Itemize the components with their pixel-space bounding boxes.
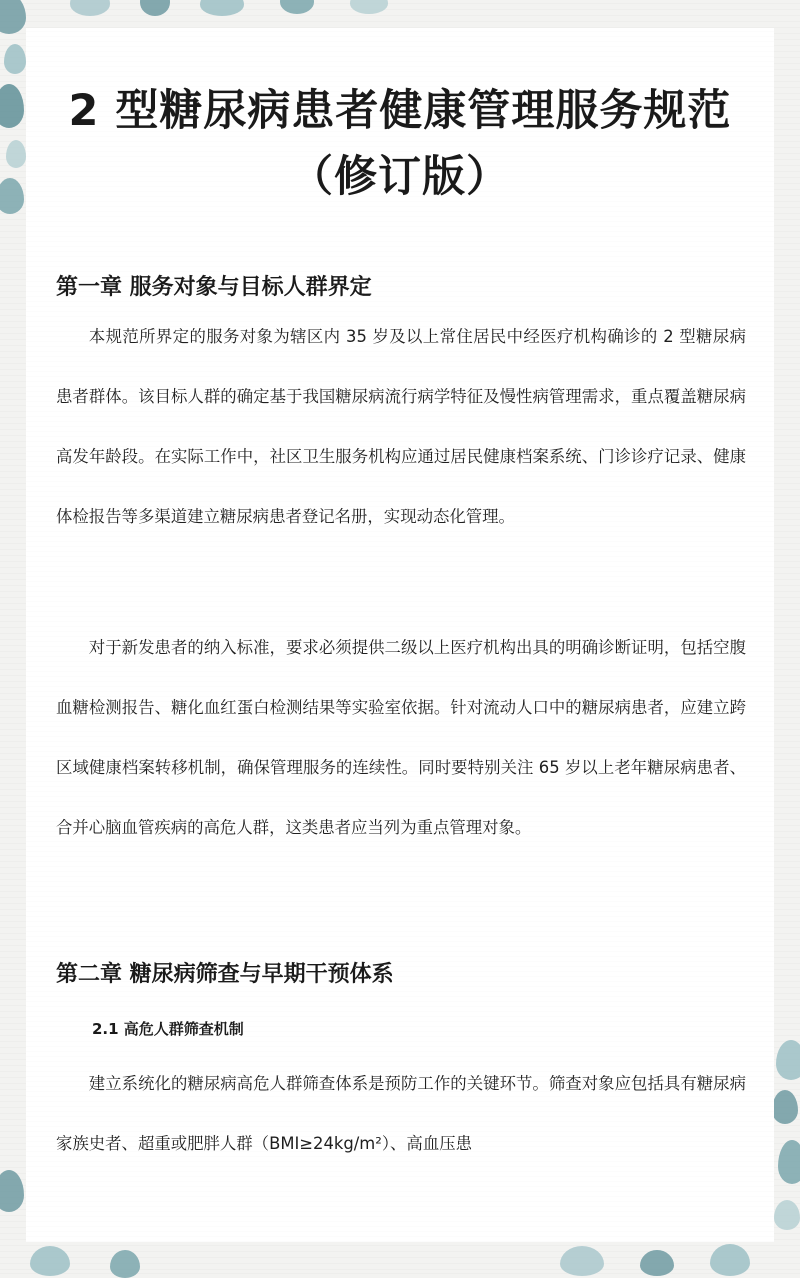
chapter1-paragraph-2: 对于新发患者的纳入标准，要求必须提供二级以上医疗机构出具的明确诊断证明，包括空腹血糖检测报告、糖化血红蛋白检测结果等实验室依据。针对流动人口中的糖尿病患者，应建立跨区域健康档案转移机制，确保管理服务的连续性。同时要特别关注 65 岁以上老年糖尿病患者、合并心脑血管疾病的高危人群，这类患者应当列为重点管理对象。 — [56, 638, 746, 837]
chapter2-heading: 第二章 糖尿病筛查与早期干预体系 — [56, 962, 394, 987]
document-page — [26, 28, 774, 1242]
section-2-1-heading: 2.1 高危人群筛查机制 — [92, 1020, 244, 1038]
document-title: 2 型糖尿病患者健康管理服务规范（修订版） — [68, 86, 732, 202]
chapter2-paragraph-1: 建立系统化的糖尿病高危人群筛查体系是预防工作的关键环节。筛查对象应包括具有糖尿病家族史者、超重或肥胖人群（BMI≥24kg/m²）、高血压患 — [56, 1074, 746, 1153]
chapter1-heading: 第一章 服务对象与目标人群界定 — [56, 275, 372, 300]
top-decoration — [40, 0, 460, 28]
chapter1-paragraph-1: 本规范所界定的服务对象为辖区内 35 岁及以上常住居民中经医疗机构确诊的 2 型糖尿病患者群体。该目标人群的确定基于我国糖尿病流行病学特征及慢性病管理需求，重点覆盖糖尿病高发年龄段。在实际工作中，社区卫生服务机构应通过居民健康档案系统、门诊诊疗记录、健康体检报告等多渠道建立糖尿病患者登记名册，实现动态化管理。 — [56, 327, 746, 526]
